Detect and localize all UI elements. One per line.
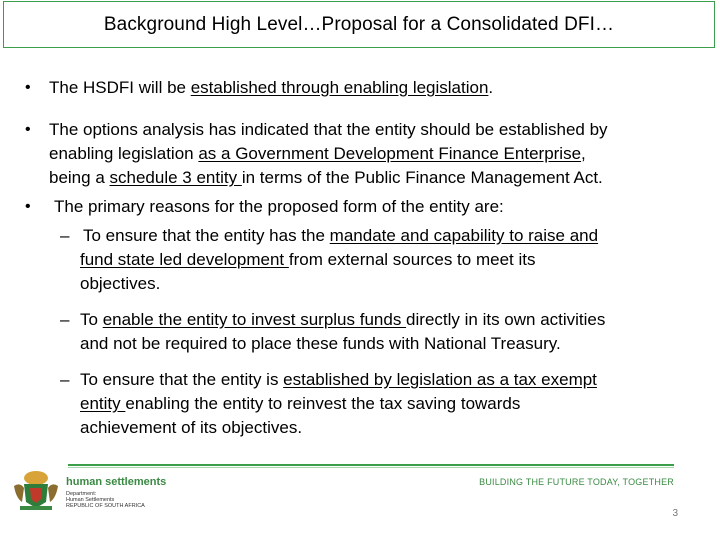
country-name: REPUBLIC OF SOUTH AFRICA — [66, 503, 145, 509]
bullet-marker: • — [25, 121, 31, 138]
dept-label: Department: — [66, 491, 97, 497]
dash-marker: – — [60, 226, 70, 245]
footer-org — [66, 476, 166, 509]
title-box — [3, 1, 715, 48]
sub-2-line-2: and not be required to place these funds with National Treasury. — [80, 334, 561, 353]
dept-name: Human Settlements — [66, 497, 115, 503]
slide-title: Background High Level…Proposal for a Consolidated DFI… — [103, 13, 615, 35]
bullet-2-line-3: being a schedule 3 entity in terms of the Public Finance Management Act. — [49, 168, 603, 187]
dash-marker: – — [60, 310, 70, 329]
bullet-1-text: The HSDFI will be established through enabling legislation. — [49, 78, 494, 97]
page-number: 3 — [672, 508, 678, 519]
bullet-2-line-1: The options analysis has indicated that the entity should be established by — [49, 120, 608, 139]
sub-1-line-3: objectives. — [80, 274, 161, 293]
coat-of-arms-icon — [10, 468, 62, 512]
sub-2-line-1: To enable the entity to invest surplus funds directly in its own activities — [80, 310, 606, 329]
sub-1-line-2: fund state led development from external sources to meet its — [80, 250, 536, 269]
sub-3-line-3: achievement of its objectives. — [80, 418, 303, 437]
sub-1-line-1: To ensure that the entity has the mandate and capability to raise and — [83, 226, 599, 245]
dash-marker: – — [60, 370, 70, 389]
footer-rule-light — [68, 467, 674, 468]
org-name: human settlements — [66, 476, 167, 488]
bullet-2-line-2: enabling legislation as a Government Development Finance Enterprise, — [49, 144, 586, 163]
bullet-marker: • — [25, 198, 31, 215]
sub-3-line-1: To ensure that the entity is established by legislation as a tax exempt — [80, 370, 597, 389]
footer-rule — [68, 464, 674, 466]
footer-slogan: BUILDING THE FUTURE TODAY, TOGETHER — [479, 477, 674, 487]
bullet-marker: • — [25, 79, 31, 96]
bullet-3-text: The primary reasons for the proposed form of the entity are: — [54, 197, 504, 216]
sub-3-line-2: entity enabling the entity to reinvest the tax saving towards — [80, 394, 521, 413]
